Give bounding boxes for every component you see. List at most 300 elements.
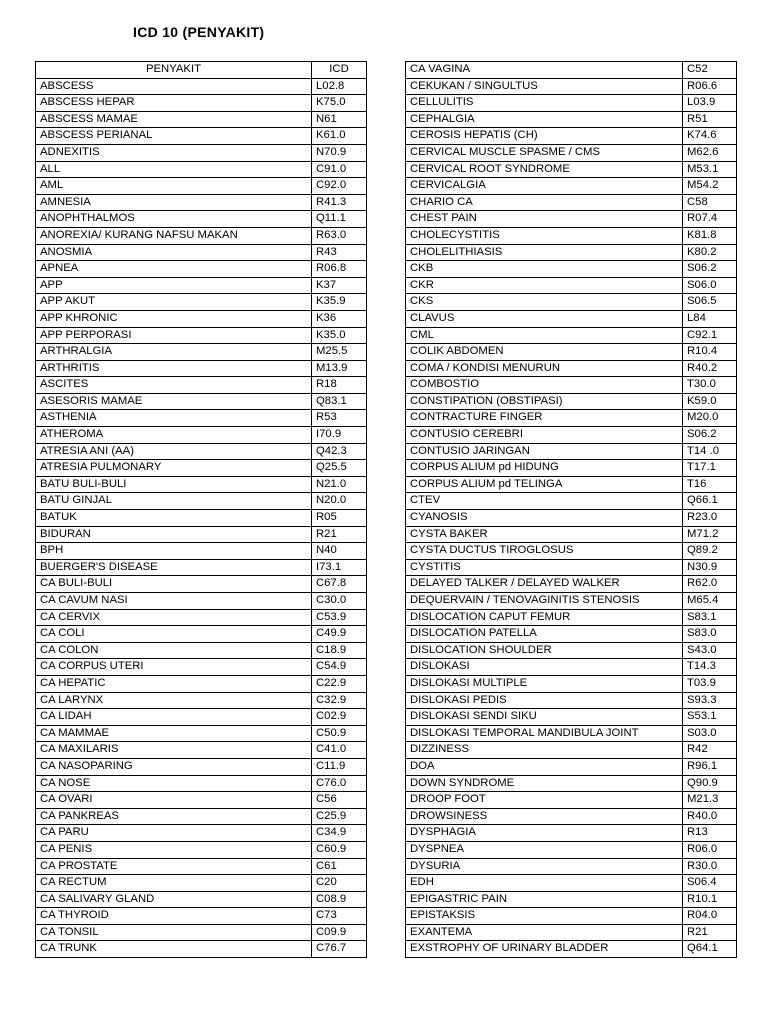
icd-code-cell: C67.8 xyxy=(312,576,367,593)
icd-code-cell: T17.1 xyxy=(683,460,737,477)
table-row xyxy=(406,808,737,825)
table-row xyxy=(36,924,367,941)
icd-code-cell: C50.9 xyxy=(312,725,367,742)
icd-code-cell: Q11.1 xyxy=(312,211,367,228)
icd-code-cell: K61.0 xyxy=(312,128,367,145)
table-row xyxy=(406,526,737,543)
disease-name-cell: CHEST PAIN xyxy=(406,211,683,228)
icd-code-cell: C22.9 xyxy=(312,675,367,692)
icd-code-cell: R51 xyxy=(683,111,737,128)
icd-code-cell: M54.2 xyxy=(683,178,737,195)
table-row xyxy=(406,559,737,576)
icd-code-cell: C73 xyxy=(312,908,367,925)
icd-code-cell: N61 xyxy=(312,111,367,128)
icd-code-cell: Q42.3 xyxy=(312,443,367,460)
table-row xyxy=(406,78,737,95)
table-row xyxy=(36,593,367,610)
icd-code-cell: C25.9 xyxy=(312,808,367,825)
icd-code-cell: C76.0 xyxy=(312,775,367,792)
icd-code-cell: Q90.9 xyxy=(683,775,737,792)
icd-code-cell: R40.0 xyxy=(683,808,737,825)
table-row xyxy=(36,725,367,742)
table-row xyxy=(36,659,367,676)
disease-name-cell: ABSCESS MAMAE xyxy=(36,111,312,128)
table-row xyxy=(36,211,367,228)
table-row xyxy=(406,758,737,775)
disease-name-cell: ANOREXIA/ KURANG NAFSU MAKAN xyxy=(36,227,312,244)
icd-code-cell: C18.9 xyxy=(312,642,367,659)
table-row xyxy=(36,792,367,809)
icd-code-cell: C20 xyxy=(312,875,367,892)
disease-name-cell: ANOSMIA xyxy=(36,244,312,261)
icd-code-cell: K81.8 xyxy=(683,227,737,244)
table-row xyxy=(36,144,367,161)
table-row xyxy=(36,476,367,493)
table-row xyxy=(406,476,737,493)
disease-name-cell: CYSTA BAKER xyxy=(406,526,683,543)
table-row xyxy=(406,825,737,842)
icd-code-cell: S03.0 xyxy=(683,725,737,742)
icd-code-cell: S06.0 xyxy=(683,277,737,294)
icd-code-cell: S06.2 xyxy=(683,427,737,444)
disease-name-cell: EXANTEMA xyxy=(406,924,683,941)
table-row xyxy=(406,725,737,742)
disease-name-cell: ATRESIA PULMONARY xyxy=(36,460,312,477)
disease-name-cell: CHOLELITHIASIS xyxy=(406,244,683,261)
icd-code-cell: R13 xyxy=(683,825,737,842)
icd-code-cell: M20.0 xyxy=(683,410,737,427)
table-row xyxy=(36,360,367,377)
table-row xyxy=(36,410,367,427)
icd-code-cell: M71.2 xyxy=(683,526,737,543)
table-row xyxy=(36,244,367,261)
table-row xyxy=(36,941,367,958)
table-row xyxy=(406,410,737,427)
disease-name-cell: CLAVUS xyxy=(406,310,683,327)
icd-code-cell: S43.0 xyxy=(683,642,737,659)
icd-code-cell: R23.0 xyxy=(683,510,737,527)
icd-code-cell: C08.9 xyxy=(312,891,367,908)
table-row xyxy=(406,626,737,643)
disease-name-cell: CA CAVUM NASI xyxy=(36,593,312,610)
icd-code-cell: C41.0 xyxy=(312,742,367,759)
table-row xyxy=(406,593,737,610)
disease-name-cell: COMBOSTIO xyxy=(406,377,683,394)
table-row xyxy=(406,891,737,908)
table-row xyxy=(406,443,737,460)
table-row xyxy=(36,841,367,858)
disease-name-cell: COMA / KONDISI MENURUN xyxy=(406,360,683,377)
disease-name-cell: DISLOKASI xyxy=(406,659,683,676)
table-row xyxy=(36,775,367,792)
table-row xyxy=(406,493,737,510)
table-row xyxy=(406,775,737,792)
table-row xyxy=(36,310,367,327)
table-row xyxy=(36,128,367,145)
disease-name-cell: DISLOCATION CAPUT FEMUR xyxy=(406,609,683,626)
disease-name-cell: BIDURAN xyxy=(36,526,312,543)
table-row xyxy=(36,78,367,95)
disease-name-cell: DISLOKASI MULTIPLE xyxy=(406,675,683,692)
icd-code-cell: T03.9 xyxy=(683,675,737,692)
disease-name-cell: CA NOSE xyxy=(36,775,312,792)
table-row xyxy=(406,709,737,726)
icd-code-cell: R07.4 xyxy=(683,211,737,228)
disease-name-cell: BPH xyxy=(36,543,312,560)
icd-code-cell: C92.0 xyxy=(312,178,367,195)
disease-name-cell: BUERGER'S DISEASE xyxy=(36,559,312,576)
table-row xyxy=(406,377,737,394)
disease-name-cell: DISLOCATION PATELLA xyxy=(406,626,683,643)
icd-code-cell: C76.7 xyxy=(312,941,367,958)
disease-name-cell: CEKUKAN / SINGULTUS xyxy=(406,78,683,95)
icd-code-cell: R21 xyxy=(312,526,367,543)
disease-name-cell: DYSPNEA xyxy=(406,841,683,858)
icd-code-cell: M65.4 xyxy=(683,593,737,610)
disease-name-cell: CONTUSIO CEREBRI xyxy=(406,427,683,444)
table-row xyxy=(36,875,367,892)
icd-code-cell: C02.9 xyxy=(312,709,367,726)
icd-code-cell: R63.0 xyxy=(312,227,367,244)
disease-name-cell: CA SALIVARY GLAND xyxy=(36,891,312,908)
icd-code-cell: C91.0 xyxy=(312,161,367,178)
table-row xyxy=(36,161,367,178)
table-row xyxy=(406,128,737,145)
disease-name-cell: ALL xyxy=(36,161,312,178)
icd-code-cell: L84 xyxy=(683,310,737,327)
icd-code-cell: C52 xyxy=(683,62,737,79)
disease-name-cell: CONTRACTURE FINGER xyxy=(406,410,683,427)
disease-name-cell: DISLOCATION SHOULDER xyxy=(406,642,683,659)
disease-name-cell: APNEA xyxy=(36,261,312,278)
table-row xyxy=(406,460,737,477)
table-row xyxy=(36,543,367,560)
table-row xyxy=(406,62,737,79)
icd-code-cell: N40 xyxy=(312,543,367,560)
disease-name-cell: EXSTROPHY OF URINARY BLADDER xyxy=(406,941,683,958)
table-row xyxy=(406,692,737,709)
disease-name-cell: CYSTITIS xyxy=(406,559,683,576)
icd-table-right xyxy=(405,61,737,958)
table-row xyxy=(36,758,367,775)
icd-code-cell: N20.0 xyxy=(312,493,367,510)
icd-code-cell: R06.8 xyxy=(312,261,367,278)
table-row xyxy=(406,227,737,244)
disease-name-cell: APP PERPORASI xyxy=(36,327,312,344)
icd-code-cell: Q83.1 xyxy=(312,393,367,410)
disease-name-cell: CA CORPUS UTERI xyxy=(36,659,312,676)
table-row xyxy=(406,941,737,958)
icd-code-cell: L02.8 xyxy=(312,78,367,95)
icd-code-cell: Q89.2 xyxy=(683,543,737,560)
icd-code-cell: T30.0 xyxy=(683,377,737,394)
disease-name-cell: EDH xyxy=(406,875,683,892)
icd-code-cell: S06.4 xyxy=(683,875,737,892)
table-row xyxy=(36,111,367,128)
disease-name-cell: DELAYED TALKER / DELAYED WALKER xyxy=(406,576,683,593)
icd-code-cell: C11.9 xyxy=(312,758,367,775)
disease-name-cell: CA MAMMAE xyxy=(36,725,312,742)
icd-code-cell: C60.9 xyxy=(312,841,367,858)
table-header-row xyxy=(36,62,367,79)
disease-name-cell: CORPUS ALIUM pd TELINGA xyxy=(406,476,683,493)
icd-code-cell: R10.4 xyxy=(683,344,737,361)
icd-code-cell: K36 xyxy=(312,310,367,327)
icd-code-cell: T14.3 xyxy=(683,659,737,676)
table-row xyxy=(36,377,367,394)
table-row xyxy=(406,875,737,892)
table-row xyxy=(36,393,367,410)
table-row xyxy=(36,526,367,543)
icd-code-cell: M13.9 xyxy=(312,360,367,377)
table-row xyxy=(406,543,737,560)
icd-code-cell: C09.9 xyxy=(312,924,367,941)
disease-name-cell: CYSTA DUCTUS TIROGLOSUS xyxy=(406,543,683,560)
disease-name-cell: APP xyxy=(36,277,312,294)
disease-name-cell: CA PANKREAS xyxy=(36,808,312,825)
disease-name-cell: CA CERVIX xyxy=(36,609,312,626)
table-row xyxy=(36,609,367,626)
icd-code-cell: C49.9 xyxy=(312,626,367,643)
disease-name-cell: ADNEXITIS xyxy=(36,144,312,161)
icd-code-cell: M62.6 xyxy=(683,144,737,161)
table-row xyxy=(36,709,367,726)
disease-name-cell: DYSPHAGIA xyxy=(406,825,683,842)
icd-table-left xyxy=(35,61,367,958)
disease-name-cell: CTEV xyxy=(406,493,683,510)
table-row xyxy=(36,858,367,875)
icd-code-cell: C53.9 xyxy=(312,609,367,626)
disease-name-cell: CA NASOPARING xyxy=(36,758,312,775)
disease-name-cell: CA PARU xyxy=(36,825,312,842)
disease-name-cell: CEROSIS HEPATIS (CH) xyxy=(406,128,683,145)
table-row xyxy=(36,493,367,510)
table-row xyxy=(406,294,737,311)
disease-name-cell: CERVICALGIA xyxy=(406,178,683,195)
icd-code-cell: N21.0 xyxy=(312,476,367,493)
disease-name-cell: DISLOKASI TEMPORAL MANDIBULA JOINT xyxy=(406,725,683,742)
table-row xyxy=(406,178,737,195)
icd-code-cell: C61 xyxy=(312,858,367,875)
table-row xyxy=(36,825,367,842)
disease-name-cell: BATUK xyxy=(36,510,312,527)
disease-name-cell: CA OVARI xyxy=(36,792,312,809)
disease-name-cell: BATU BULI-BULI xyxy=(36,476,312,493)
disease-name-cell: ASCITES xyxy=(36,377,312,394)
table-row xyxy=(36,692,367,709)
disease-name-cell: CHOLECYSTITIS xyxy=(406,227,683,244)
icd-code-cell: Q66.1 xyxy=(683,493,737,510)
table-row xyxy=(406,675,737,692)
icd-code-cell: R30.0 xyxy=(683,858,737,875)
table-row xyxy=(406,344,737,361)
disease-name-cell: DEQUERVAIN / TENOVAGINITIS STENOSIS xyxy=(406,593,683,610)
icd-code-cell: K74.6 xyxy=(683,128,737,145)
icd-code-cell: S06.2 xyxy=(683,261,737,278)
icd-code-cell: I70.9 xyxy=(312,427,367,444)
icd-code-cell: M25.5 xyxy=(312,344,367,361)
icd-code-cell: C32.9 xyxy=(312,692,367,709)
table-row xyxy=(406,161,737,178)
table-row xyxy=(406,609,737,626)
disease-name-cell: CKS xyxy=(406,294,683,311)
table-row xyxy=(406,908,737,925)
column-header-icd: ICD xyxy=(312,62,367,79)
table-row xyxy=(406,510,737,527)
icd-code-cell: R40.2 xyxy=(683,360,737,377)
icd-code-cell: K37 xyxy=(312,277,367,294)
table-row xyxy=(36,95,367,112)
icd-code-cell: K59.0 xyxy=(683,393,737,410)
disease-name-cell: ARTHRITIS xyxy=(36,360,312,377)
icd-code-cell: R05 xyxy=(312,510,367,527)
disease-name-cell: ABSCESS HEPAR xyxy=(36,95,312,112)
disease-name-cell: APP KHRONIC xyxy=(36,310,312,327)
disease-name-cell: DOA xyxy=(406,758,683,775)
icd-code-cell: R42 xyxy=(683,742,737,759)
disease-name-cell: CORPUS ALIUM pd HIDUNG xyxy=(406,460,683,477)
table-row xyxy=(36,908,367,925)
icd-code-cell: R04.0 xyxy=(683,908,737,925)
icd-code-cell: T16 xyxy=(683,476,737,493)
icd-code-cell: K35.9 xyxy=(312,294,367,311)
disease-name-cell: DOWN SYNDROME xyxy=(406,775,683,792)
table-row xyxy=(406,742,737,759)
icd-code-cell: T14 .0 xyxy=(683,443,737,460)
table-row xyxy=(406,310,737,327)
table-row xyxy=(36,327,367,344)
icd-code-cell: C54.9 xyxy=(312,659,367,676)
disease-name-cell: CONTUSIO JARINGAN xyxy=(406,443,683,460)
disease-name-cell: CKR xyxy=(406,277,683,294)
icd-code-cell: C92.1 xyxy=(683,327,737,344)
disease-name-cell: CA COLON xyxy=(36,642,312,659)
table-row xyxy=(36,277,367,294)
disease-name-cell: CA HEPATIC xyxy=(36,675,312,692)
table-row xyxy=(36,443,367,460)
table-row xyxy=(406,393,737,410)
table-row xyxy=(36,642,367,659)
icd-code-cell: S06.5 xyxy=(683,294,737,311)
icd-code-cell: Q25.5 xyxy=(312,460,367,477)
icd-code-cell: N30.9 xyxy=(683,559,737,576)
disease-name-cell: CEPHALGIA xyxy=(406,111,683,128)
table-row xyxy=(406,144,737,161)
table-row xyxy=(406,244,737,261)
disease-name-cell: CELLULITIS xyxy=(406,95,683,112)
table-row xyxy=(406,194,737,211)
table-row xyxy=(406,427,737,444)
disease-name-cell: ABSCESS xyxy=(36,78,312,95)
icd-code-cell: L03.9 xyxy=(683,95,737,112)
disease-name-cell: CML xyxy=(406,327,683,344)
disease-name-cell: DISLOKASI PEDIS xyxy=(406,692,683,709)
disease-name-cell: ASESORIS MAMAE xyxy=(36,393,312,410)
disease-name-cell: DROWSINESS xyxy=(406,808,683,825)
disease-name-cell: CA COLI xyxy=(36,626,312,643)
table-row xyxy=(36,675,367,692)
disease-name-cell: CA TRUNK xyxy=(36,941,312,958)
table-row xyxy=(406,211,737,228)
disease-name-cell: CA MAXILARIS xyxy=(36,742,312,759)
table-row xyxy=(406,642,737,659)
disease-name-cell: CA BULI-BULI xyxy=(36,576,312,593)
icd-code-cell: R10.1 xyxy=(683,891,737,908)
column-header-penyakit: PENYAKIT xyxy=(36,62,312,79)
table-row xyxy=(36,294,367,311)
disease-name-cell: ARTHRALGIA xyxy=(36,344,312,361)
table-row xyxy=(406,261,737,278)
icd-code-cell: C56 xyxy=(312,792,367,809)
table-row xyxy=(406,95,737,112)
icd-code-cell: R18 xyxy=(312,377,367,394)
disease-name-cell: CA LARYNX xyxy=(36,692,312,709)
icd-code-cell: K35.0 xyxy=(312,327,367,344)
icd-code-cell: C30.0 xyxy=(312,593,367,610)
table-row xyxy=(406,111,737,128)
table-row xyxy=(36,576,367,593)
page-title: ICD 10 (PENYAKIT) xyxy=(133,24,265,40)
disease-name-cell: CKB xyxy=(406,261,683,278)
disease-name-cell: CONSTIPATION (OBSTIPASI) xyxy=(406,393,683,410)
icd-code-cell: M53.1 xyxy=(683,161,737,178)
table-row xyxy=(36,626,367,643)
icd-code-cell: R41.3 xyxy=(312,194,367,211)
icd-code-cell: C34.9 xyxy=(312,825,367,842)
icd-code-cell: N70.9 xyxy=(312,144,367,161)
disease-name-cell: ASTHENIA xyxy=(36,410,312,427)
table-row xyxy=(406,659,737,676)
table-row xyxy=(406,841,737,858)
disease-name-cell: CA PROSTATE xyxy=(36,858,312,875)
table-row xyxy=(36,178,367,195)
icd-code-cell: R62.0 xyxy=(683,576,737,593)
icd-code-cell: M21.3 xyxy=(683,792,737,809)
icd-code-cell: R21 xyxy=(683,924,737,941)
icd-code-cell: R06.0 xyxy=(683,841,737,858)
icd-code-cell: S83.0 xyxy=(683,626,737,643)
icd-code-cell: K75.0 xyxy=(312,95,367,112)
table-row xyxy=(36,261,367,278)
table-row xyxy=(36,742,367,759)
disease-name-cell: CA TONSIL xyxy=(36,924,312,941)
disease-name-cell: COLIK ABDOMEN xyxy=(406,344,683,361)
disease-name-cell: ATHEROMA xyxy=(36,427,312,444)
table-row xyxy=(406,858,737,875)
disease-name-cell: CA VAGINA xyxy=(406,62,683,79)
icd-code-cell: S83.1 xyxy=(683,609,737,626)
table-row xyxy=(36,559,367,576)
disease-name-cell: APP AKUT xyxy=(36,294,312,311)
disease-name-cell: DYSURIA xyxy=(406,858,683,875)
disease-name-cell: EPISTAKSIS xyxy=(406,908,683,925)
disease-name-cell: CA THYROID xyxy=(36,908,312,925)
icd-code-cell: R96.1 xyxy=(683,758,737,775)
table-row xyxy=(36,460,367,477)
disease-name-cell: BATU GINJAL xyxy=(36,493,312,510)
table-row xyxy=(406,327,737,344)
disease-name-cell: CHARIO CA xyxy=(406,194,683,211)
disease-name-cell: CA RECTUM xyxy=(36,875,312,892)
disease-name-cell: CYANOSIS xyxy=(406,510,683,527)
disease-name-cell: CERVICAL ROOT SYNDROME xyxy=(406,161,683,178)
table-row xyxy=(36,510,367,527)
disease-name-cell: EPIGASTRIC PAIN xyxy=(406,891,683,908)
table-row xyxy=(36,427,367,444)
icd-code-cell: K80.2 xyxy=(683,244,737,261)
disease-name-cell: ABSCESS PERIANAL xyxy=(36,128,312,145)
icd-code-cell: S53.1 xyxy=(683,709,737,726)
